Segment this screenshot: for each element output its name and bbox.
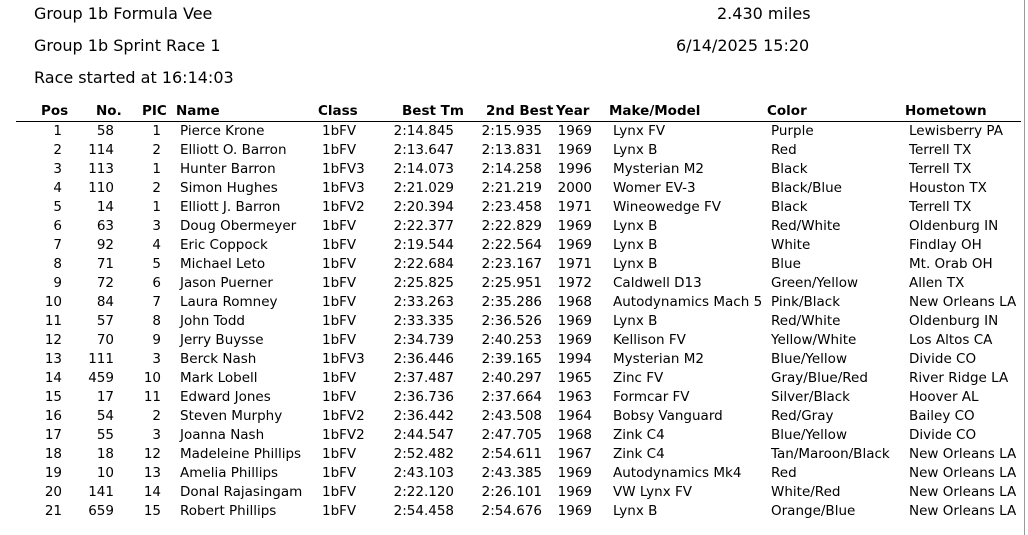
cell-color: White/Red (771, 484, 841, 500)
table-row (0, 274, 1028, 293)
cell-color: Black (771, 161, 808, 177)
cell-class: 1bFV2 (322, 199, 365, 215)
cell-pic: 1 (152, 123, 161, 139)
cell-pos: 5 (53, 199, 62, 215)
cell-class: 1bFV (322, 142, 357, 158)
cell-year: 1964 (557, 408, 592, 424)
cell-hometown: Los Altos CA (909, 332, 993, 348)
table-row (0, 407, 1028, 426)
cell-pic: 2 (152, 408, 161, 424)
cell-name: Jason Puerner (180, 275, 273, 291)
column-header-name: Name (176, 103, 220, 119)
cell-color: Red/Gray (771, 408, 834, 424)
cell-hometown: Divide CO (909, 427, 977, 443)
cell-best: 2:14.073 (393, 161, 454, 177)
table-row (0, 236, 1028, 255)
cell-second: 2:23.167 (481, 256, 542, 272)
cell-no: 14 (96, 199, 114, 215)
cell-class: 1bFV (322, 275, 357, 291)
cell-pos: 12 (44, 332, 62, 348)
cell-year: 1996 (557, 161, 592, 177)
cell-second: 2:13.831 (481, 142, 542, 158)
cell-best: 2:52.482 (393, 446, 454, 462)
cell-make: Formcar FV (613, 389, 690, 405)
cell-name: Michael Leto (180, 256, 266, 272)
cell-make: Caldwell D13 (613, 275, 702, 291)
table-row (0, 350, 1028, 369)
cell-class: 1bFV (322, 446, 357, 462)
table-row (0, 198, 1028, 217)
cell-hometown: Terrell TX (909, 142, 972, 158)
cell-hometown: Hoover AL (909, 389, 979, 405)
table-row (0, 388, 1028, 407)
race-start-time: Race started at 16:14:03 (34, 68, 234, 87)
cell-no: 55 (96, 427, 114, 443)
column-header-year: Year (556, 103, 590, 119)
cell-second: 2:40.297 (481, 370, 542, 386)
cell-pic: 1 (152, 161, 161, 177)
cell-pos: 10 (44, 294, 62, 310)
cell-pos: 19 (44, 465, 62, 481)
cell-class: 1bFV (322, 123, 357, 139)
cell-hometown: New Orleans LA (909, 446, 1017, 462)
cell-hometown: Allen TX (909, 275, 965, 291)
cell-pos: 3 (53, 161, 62, 177)
cell-make: Autodynamics Mach 5 (613, 294, 763, 310)
cell-best: 2:36.446 (393, 351, 454, 367)
cell-color: Yellow/White (771, 332, 857, 348)
cell-pic: 4 (152, 237, 161, 253)
cell-make: Zinc FV (613, 370, 664, 386)
cell-make: Kellison FV (613, 332, 686, 348)
cell-class: 1bFV (322, 484, 357, 500)
cell-pic: 14 (143, 484, 161, 500)
cell-pos: 6 (53, 218, 62, 234)
cell-color: Red (771, 465, 797, 481)
cell-name: Donal Rajasingam (180, 484, 303, 500)
cell-color: Red/White (771, 313, 841, 329)
cell-year: 1968 (557, 427, 592, 443)
cell-year: 1971 (557, 256, 592, 272)
column-header-pos: Pos (41, 103, 69, 119)
cell-class: 1bFV3 (322, 180, 365, 196)
cell-color: Black (771, 199, 808, 215)
cell-best: 2:20.394 (393, 199, 454, 215)
cell-name: Elliott O. Barron (180, 142, 287, 158)
cell-make: Lynx FV (613, 123, 666, 139)
cell-color: Pink/Black (771, 294, 841, 310)
cell-pos: 16 (44, 408, 62, 424)
table-row (0, 369, 1028, 388)
cell-pos: 4 (53, 180, 62, 196)
cell-second: 2:14.258 (481, 161, 542, 177)
cell-second: 2:21.219 (481, 180, 542, 196)
cell-name: Simon Hughes (180, 180, 278, 196)
cell-best: 2:33.335 (393, 313, 454, 329)
cell-pos: 14 (44, 370, 62, 386)
cell-year: 1994 (557, 351, 592, 367)
column-header-no: No. (96, 103, 122, 119)
cell-second: 2:43.508 (481, 408, 542, 424)
cell-second: 2:36.526 (481, 313, 542, 329)
cell-class: 1bFV (322, 465, 357, 481)
table-row (0, 217, 1028, 236)
cell-class: 1bFV (322, 389, 357, 405)
table-row (0, 255, 1028, 274)
cell-best: 2:22.684 (393, 256, 454, 272)
cell-second: 2:25.951 (481, 275, 542, 291)
cell-name: Doug Obermeyer (180, 218, 297, 234)
cell-second: 2:37.664 (481, 389, 542, 405)
cell-pos: 15 (44, 389, 62, 405)
cell-hometown: New Orleans LA (909, 503, 1017, 519)
cell-make: Lynx B (613, 218, 658, 234)
cell-best: 2:36.736 (393, 389, 454, 405)
cell-make: Wineowedge FV (613, 199, 722, 215)
cell-color: Red/White (771, 218, 841, 234)
cell-class: 1bFV (322, 237, 357, 253)
cell-name: Elliott J. Barron (180, 199, 281, 215)
track-distance: 2.430 miles (717, 4, 811, 23)
cell-hometown: River Ridge LA (909, 370, 1009, 386)
cell-pos: 20 (44, 484, 62, 500)
table-row (0, 312, 1028, 331)
cell-second: 2:23.458 (481, 199, 542, 215)
table-row (0, 483, 1028, 502)
cell-best: 2:44.547 (393, 427, 454, 443)
cell-hometown: Terrell TX (909, 161, 972, 177)
cell-pic: 6 (152, 275, 161, 291)
cell-name: Pierce Krone (180, 123, 265, 139)
cell-hometown: Mt. Orab OH (909, 256, 993, 272)
cell-best: 2:54.458 (393, 503, 454, 519)
cell-pic: 1 (152, 199, 161, 215)
cell-make: Lynx B (613, 237, 658, 253)
table-row (0, 445, 1028, 464)
cell-class: 1bFV (322, 294, 357, 310)
cell-class: 1bFV3 (322, 161, 365, 177)
cell-color: Green/Yellow (771, 275, 858, 291)
table-row (0, 160, 1028, 179)
table-row (0, 179, 1028, 198)
cell-name: Robert Phillips (180, 503, 277, 519)
column-header-make-model: Make/Model (609, 103, 701, 119)
cell-pic: 7 (152, 294, 161, 310)
cell-best: 2:33.263 (393, 294, 454, 310)
cell-pic: 9 (152, 332, 161, 348)
cell-year: 1969 (557, 465, 592, 481)
cell-name: Joanna Nash (180, 427, 265, 443)
cell-second: 2:43.385 (481, 465, 542, 481)
column-header-best: Best Tm (402, 103, 464, 119)
cell-second: 2:40.253 (481, 332, 542, 348)
cell-pic: 3 (152, 218, 161, 234)
cell-name: Eric Coppock (180, 237, 268, 253)
cell-hometown: Oldenburg IN (909, 218, 999, 234)
cell-class: 1bFV3 (322, 351, 365, 367)
cell-color: Red (771, 142, 797, 158)
cell-pic: 3 (152, 427, 161, 443)
table-row (0, 426, 1028, 445)
cell-pos: 1 (53, 123, 62, 139)
cell-pos: 13 (44, 351, 62, 367)
cell-color: Blue/Yellow (771, 351, 847, 367)
table-row (0, 122, 1028, 141)
cell-pic: 3 (152, 351, 161, 367)
cell-class: 1bFV (322, 370, 357, 386)
cell-name: Berck Nash (180, 351, 257, 367)
cell-hometown: Lewisberry PA (909, 123, 1003, 139)
cell-pic: 5 (152, 256, 161, 272)
cell-no: 459 (88, 370, 114, 386)
cell-year: 1963 (557, 389, 592, 405)
cell-hometown: Findlay OH (909, 237, 982, 253)
cell-make: Mysterian M2 (613, 351, 704, 367)
cell-no: 10 (96, 465, 114, 481)
column-header-class: Class (318, 103, 358, 119)
race-datetime: 6/14/2025 15:20 (676, 36, 810, 55)
cell-best: 2:22.377 (393, 218, 454, 234)
cell-make: Mysterian M2 (613, 161, 704, 177)
cell-make: Lynx B (613, 313, 658, 329)
cell-year: 1969 (557, 503, 592, 519)
group-title: Group 1b Formula Vee (34, 4, 213, 23)
cell-pos: 11 (44, 313, 62, 329)
cell-best: 2:21.029 (393, 180, 454, 196)
cell-no: 113 (88, 161, 114, 177)
race-title: Group 1b Sprint Race 1 (34, 36, 221, 55)
table-row (0, 141, 1028, 160)
cell-no: 54 (96, 408, 114, 424)
cell-pos: 7 (53, 237, 62, 253)
cell-no: 63 (96, 218, 114, 234)
cell-name: Amelia Phillips (180, 465, 279, 481)
column-header-pic: PIC (142, 103, 167, 119)
cell-color: Blue/Yellow (771, 427, 847, 443)
cell-hometown: New Orleans LA (909, 294, 1017, 310)
cell-name: Edward Jones (180, 389, 271, 405)
cell-make: Womer EV-3 (613, 180, 696, 196)
cell-best: 2:36.442 (393, 408, 454, 424)
cell-year: 1967 (557, 446, 592, 462)
table-row (0, 464, 1028, 483)
cell-no: 70 (96, 332, 114, 348)
cell-name: John Todd (180, 313, 245, 329)
cell-best: 2:22.120 (393, 484, 454, 500)
cell-pic: 2 (152, 142, 161, 158)
column-header-color: Color (767, 103, 807, 119)
cell-pic: 2 (152, 180, 161, 196)
cell-year: 1969 (557, 237, 592, 253)
cell-hometown: New Orleans LA (909, 484, 1017, 500)
cell-best: 2:19.544 (393, 237, 454, 253)
cell-pic: 12 (143, 446, 161, 462)
cell-make: Lynx B (613, 503, 658, 519)
cell-class: 1bFV2 (322, 427, 365, 443)
cell-best: 2:34.739 (393, 332, 454, 348)
cell-pic: 8 (152, 313, 161, 329)
cell-color: Orange/Blue (771, 503, 856, 519)
cell-best: 2:25.825 (393, 275, 454, 291)
cell-hometown: Oldenburg IN (909, 313, 999, 329)
cell-pic: 13 (143, 465, 161, 481)
cell-year: 1969 (557, 218, 592, 234)
cell-year: 1971 (557, 199, 592, 215)
cell-make: Zink C4 (613, 446, 665, 462)
cell-pic: 10 (143, 370, 161, 386)
cell-name: Hunter Barron (180, 161, 276, 177)
cell-pos: 21 (44, 503, 62, 519)
cell-class: 1bFV (322, 313, 357, 329)
cell-class: 1bFV (322, 256, 357, 272)
cell-second: 2:15.935 (481, 123, 542, 139)
cell-no: 114 (88, 142, 114, 158)
cell-second: 2:47.705 (481, 427, 542, 443)
cell-year: 1969 (557, 123, 592, 139)
cell-no: 659 (88, 503, 114, 519)
cell-year: 1969 (557, 484, 592, 500)
cell-make: Lynx B (613, 142, 658, 158)
cell-no: 72 (96, 275, 114, 291)
cell-best: 2:14.845 (393, 123, 454, 139)
cell-pos: 8 (53, 256, 62, 272)
cell-pic: 15 (143, 503, 161, 519)
cell-color: Gray/Blue/Red (771, 370, 868, 386)
cell-color: Tan/Maroon/Black (771, 446, 890, 462)
cell-color: Black/Blue (771, 180, 842, 196)
cell-year: 1969 (557, 142, 592, 158)
cell-pic: 11 (143, 389, 161, 405)
cell-best: 2:13.647 (393, 142, 454, 158)
cell-year: 1969 (557, 313, 592, 329)
cell-hometown: Bailey CO (909, 408, 975, 424)
cell-color: Blue (771, 256, 801, 272)
cell-hometown: Terrell TX (909, 199, 972, 215)
cell-hometown: Houston TX (909, 180, 987, 196)
cell-second: 2:22.564 (481, 237, 542, 253)
cell-no: 17 (96, 389, 114, 405)
cell-second: 2:54.676 (481, 503, 542, 519)
cell-no: 110 (88, 180, 114, 196)
cell-year: 1968 (557, 294, 592, 310)
cell-name: Mark Lobell (180, 370, 258, 386)
cell-best: 2:37.487 (393, 370, 454, 386)
column-header-second-best: 2nd Best (486, 103, 554, 119)
cell-class: 1bFV (322, 332, 357, 348)
cell-pos: 17 (44, 427, 62, 443)
column-header-hometown: Hometown (905, 103, 987, 119)
cell-make: Lynx B (613, 256, 658, 272)
cell-second: 2:35.286 (481, 294, 542, 310)
cell-make: VW Lynx FV (613, 484, 692, 500)
cell-year: 1972 (557, 275, 592, 291)
cell-class: 1bFV (322, 218, 357, 234)
cell-pos: 9 (53, 275, 62, 291)
cell-name: Madeleine Phillips (180, 446, 302, 462)
cell-no: 84 (96, 294, 114, 310)
cell-color: Silver/Black (771, 389, 850, 405)
cell-color: Purple (771, 123, 814, 139)
cell-no: 141 (88, 484, 114, 500)
table-row (0, 502, 1028, 521)
cell-second: 2:54.611 (481, 446, 542, 462)
cell-second: 2:39.165 (481, 351, 542, 367)
cell-year: 1965 (557, 370, 592, 386)
cell-pos: 18 (44, 446, 62, 462)
cell-name: Steven Murphy (180, 408, 283, 424)
table-row (0, 331, 1028, 350)
cell-make: Autodynamics Mk4 (613, 465, 742, 481)
cell-no: 18 (96, 446, 114, 462)
cell-hometown: New Orleans LA (909, 465, 1017, 481)
cell-class: 1bFV2 (322, 408, 365, 424)
cell-no: 92 (96, 237, 114, 253)
table-row (0, 293, 1028, 312)
cell-second: 2:22.829 (481, 218, 542, 234)
cell-class: 1bFV (322, 503, 357, 519)
cell-second: 2:26.101 (481, 484, 542, 500)
cell-year: 1969 (557, 332, 592, 348)
cell-no: 71 (96, 256, 114, 272)
cell-name: Jerry Buysse (180, 332, 264, 348)
cell-no: 58 (96, 123, 114, 139)
cell-make: Zink C4 (613, 427, 665, 443)
cell-year: 2000 (557, 180, 592, 196)
cell-hometown: Divide CO (909, 351, 977, 367)
cell-no: 111 (88, 351, 114, 367)
cell-pos: 2 (53, 142, 62, 158)
cell-color: White (771, 237, 811, 253)
cell-make: Bobsy Vanguard (613, 408, 723, 424)
cell-best: 2:43.103 (393, 465, 454, 481)
cell-no: 57 (96, 313, 114, 329)
cell-name: Laura Romney (180, 294, 278, 310)
